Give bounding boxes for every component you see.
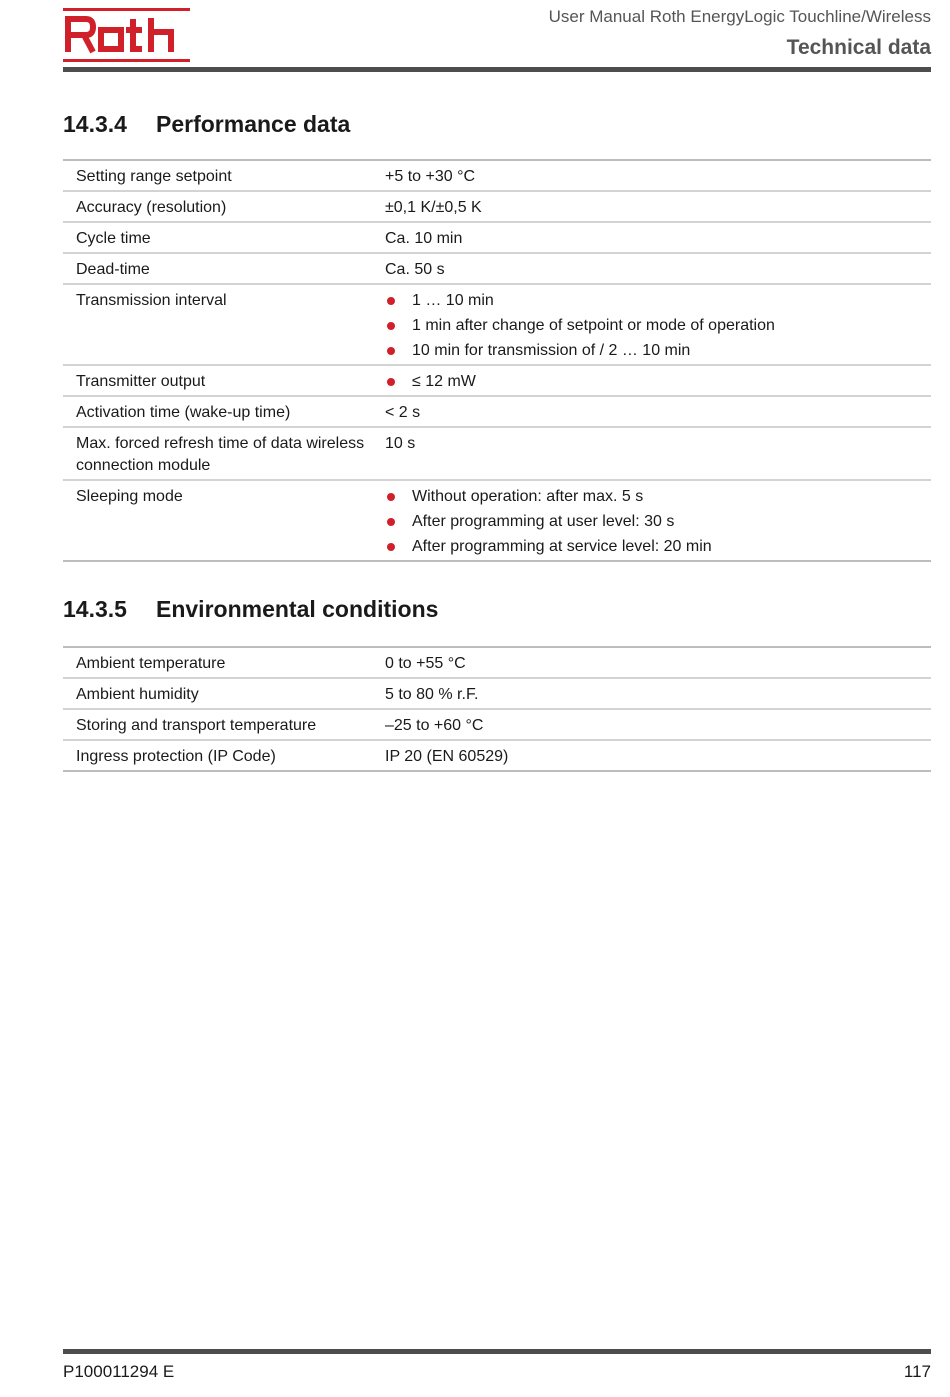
row-label: Accuracy (resolution): [76, 199, 227, 216]
bullet-text: After programming at user level: 30 s: [412, 513, 675, 530]
row-value: +5 to +30 °C: [385, 168, 476, 185]
table-row: [63, 648, 931, 679]
table-row: [63, 223, 931, 254]
row-label: Sleeping mode: [76, 488, 183, 505]
list-item: [385, 290, 931, 315]
bullet-text: ≤ 12 mW: [412, 373, 476, 390]
bullet-dot-icon: [387, 518, 395, 526]
row-value: [385, 486, 931, 558]
row-label: Storing and transport temperature: [76, 717, 317, 734]
row-label: Activation time (wake-up time): [76, 404, 291, 421]
table-row: [63, 428, 931, 481]
list-item: [385, 486, 931, 511]
table-row: [63, 710, 931, 741]
row-value: IP 20 (EN 60529): [385, 748, 509, 765]
list-item: [385, 371, 931, 393]
row-value: Ca. 50 s: [385, 261, 445, 278]
row-label: Transmission interval: [76, 292, 227, 309]
table-row: [63, 397, 931, 428]
table-row: [63, 741, 931, 770]
environment-section-number: 14.3.5: [63, 596, 127, 622]
row-label: Transmitter output: [76, 373, 206, 390]
row-value: 0 to +55 °C: [385, 655, 466, 672]
row-label: Ingress protection (IP Code): [76, 748, 276, 765]
table-row: [63, 192, 931, 223]
performance-table: [63, 159, 931, 562]
bullet-dot-icon: [387, 297, 395, 305]
table-row: [63, 161, 931, 192]
section-name: Technical data: [786, 36, 931, 59]
roth-logo: [63, 8, 190, 63]
row-value: ±0,1 K/±0,5 K: [385, 199, 482, 216]
bullet-dot-icon: [387, 493, 395, 501]
table-row: [63, 481, 931, 560]
performance-heading: [63, 111, 350, 138]
bullet-dot-icon: [387, 543, 395, 551]
row-label: Ambient temperature: [76, 655, 226, 672]
row-value: < 2 s: [385, 404, 421, 421]
performance-section-title: Performance data: [156, 111, 351, 137]
row-label: Cycle time: [76, 230, 151, 247]
row-label: Ambient humidity: [76, 686, 199, 703]
bullet-text: 10 min for transmission of / 2 … 10 min: [412, 342, 691, 359]
bullet-text: 1 … 10 min: [412, 292, 494, 309]
bullet-text: After programming at service level: 20 min: [412, 538, 712, 555]
document-number: P100011294 E: [63, 1362, 175, 1381]
bullet-dot-icon: [387, 322, 395, 330]
row-label: Dead-time: [76, 261, 150, 278]
row-value: 10 s: [385, 435, 416, 452]
table-row: [63, 285, 931, 366]
row-value: –25 to +60 °C: [385, 717, 484, 734]
row-label: Max. forced refresh time of data wireless connection module: [76, 435, 365, 474]
environment-table: [63, 646, 931, 772]
table-row: [63, 254, 931, 285]
table-row: [63, 679, 931, 710]
list-item: [385, 536, 931, 558]
environment-section-title: Environmental conditions: [156, 596, 439, 622]
list-item: [385, 340, 931, 362]
document-title: User Manual Roth EnergyLogic Touchline/Wireless: [548, 7, 931, 26]
performance-section-number: 14.3.4: [63, 111, 127, 137]
bullet-text: 1 min after change of setpoint or mode of operation: [412, 317, 775, 334]
table-row: [63, 366, 931, 397]
page-number: 117: [903, 1362, 931, 1381]
footer-divider: [63, 1349, 931, 1354]
row-value: [385, 290, 931, 362]
bullet-dot-icon: [387, 347, 395, 355]
list-item: [385, 315, 931, 340]
list-item: [385, 511, 931, 536]
header-divider: [63, 67, 931, 72]
row-value: Ca. 10 min: [385, 230, 463, 247]
row-value: [385, 371, 931, 393]
row-value: 5 to 80 % r.F.: [385, 686, 479, 703]
bullet-text: Without operation: after max. 5 s: [412, 488, 644, 505]
bullet-dot-icon: [387, 378, 395, 386]
row-label: Setting range setpoint: [76, 168, 232, 185]
environment-heading: [63, 596, 438, 623]
